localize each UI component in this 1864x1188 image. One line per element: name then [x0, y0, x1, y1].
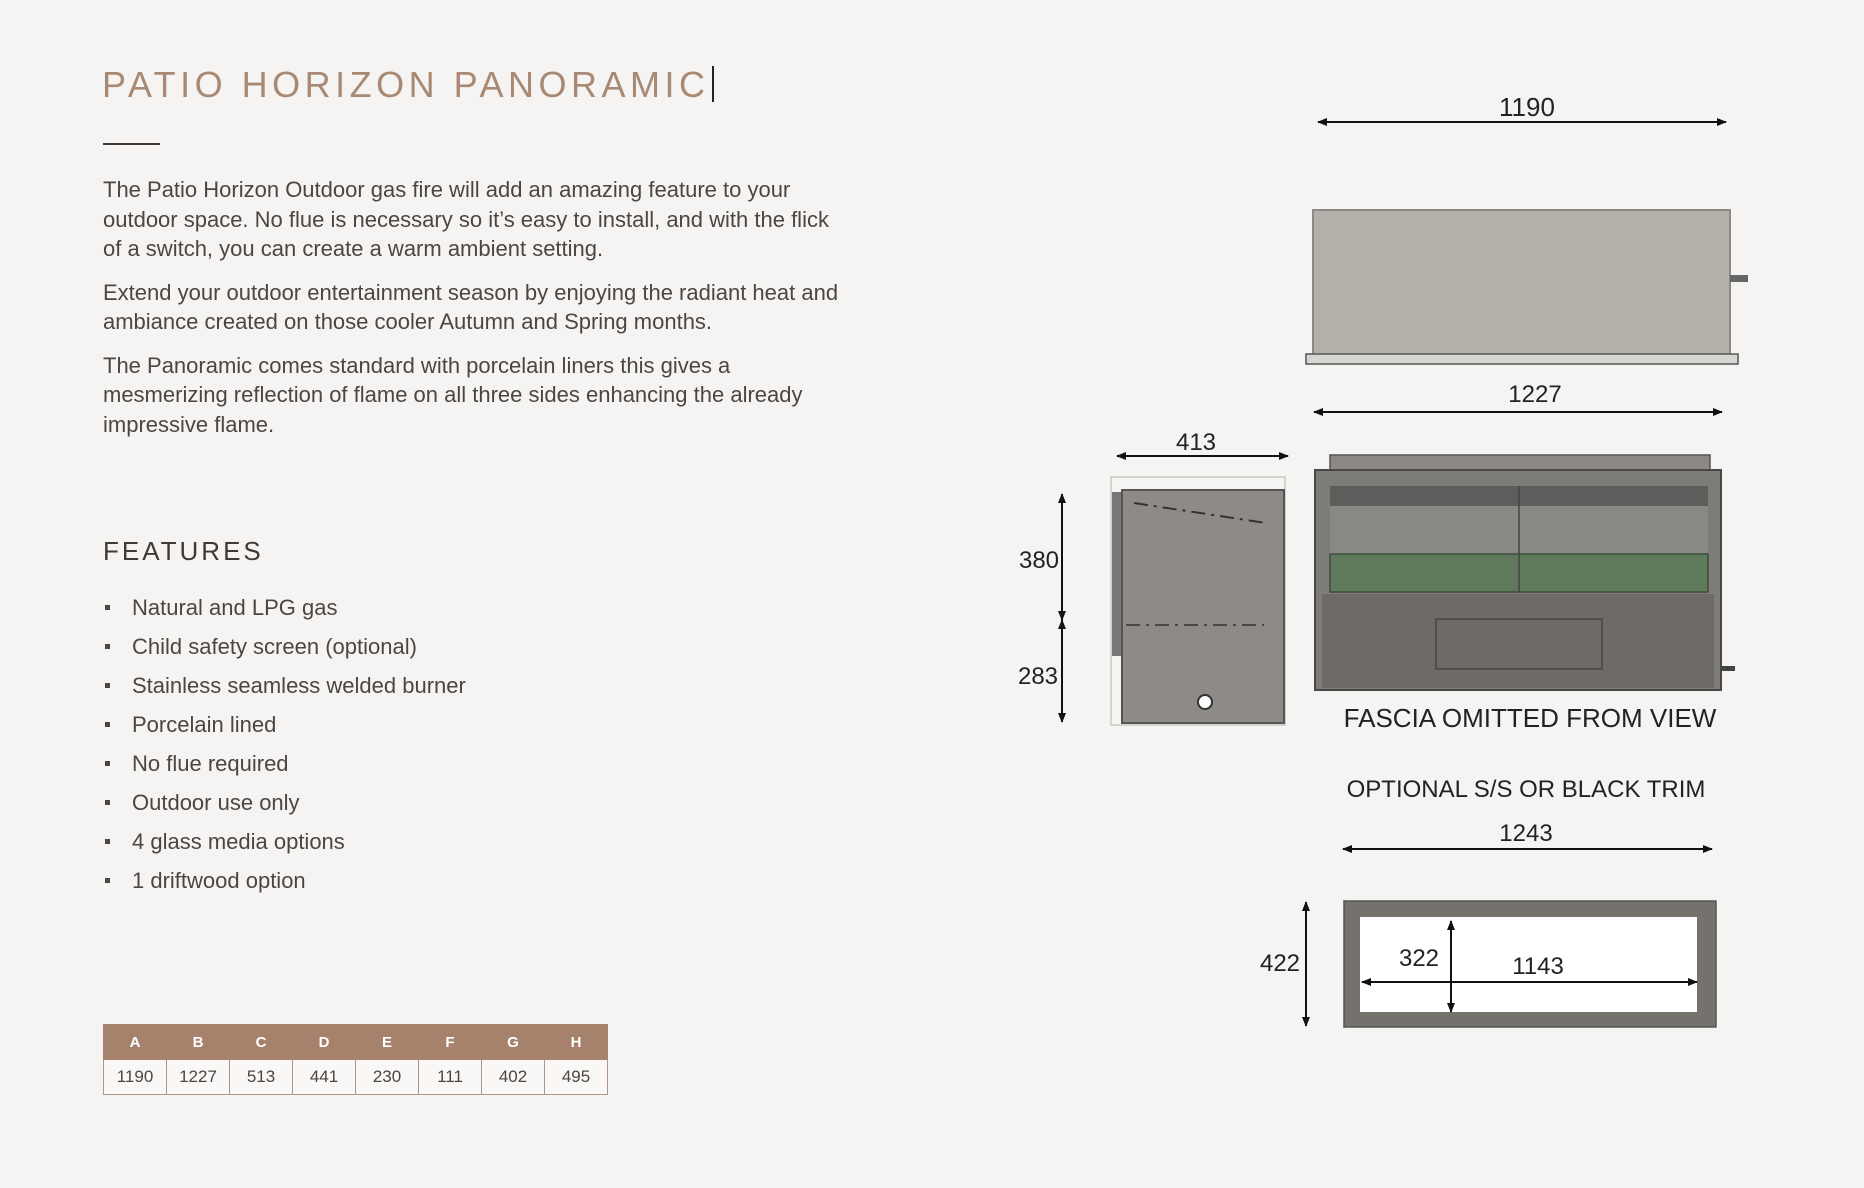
table-cell: 513 [230, 1060, 293, 1095]
trim-heading: OPTIONAL S/S OR BLACK TRIM [1346, 776, 1706, 803]
front-view-drawing [1314, 381, 1735, 733]
feature-label: 1 driftwood option [132, 868, 306, 893]
trim-inner-height-label: 322 [1398, 945, 1440, 972]
table-cell: 402 [482, 1060, 545, 1095]
table-cell: 1227 [167, 1060, 230, 1095]
side-view-depth-label: 413 [1175, 429, 1217, 456]
front-view-valve [1721, 666, 1735, 671]
table-header-cell: F [419, 1025, 482, 1060]
table-cell: 230 [356, 1060, 419, 1095]
intro-paragraph: The Panoramic comes standard with porcelain liners this gives a mesmerizing reflection of flame on all three sides enhancing the already impressive flame. [103, 352, 803, 437]
feature-label: No flue required [132, 751, 289, 776]
page-title-text: PATIO HORIZON PANORAMIC [102, 64, 710, 105]
features-heading: FEATURES [103, 536, 264, 566]
top-view-width-label: 1190 [1499, 92, 1555, 122]
trim-inner-width-label: 1143 [1512, 953, 1564, 980]
trim-outer-height-label: 422 [1259, 950, 1301, 977]
side-view-body [1122, 490, 1284, 723]
table-cell: 1190 [104, 1060, 167, 1095]
feature-label: 4 glass media options [132, 829, 345, 854]
table-header-cell: D [293, 1025, 356, 1060]
side-view-gas-inlet [1198, 695, 1212, 709]
feature-label: Stainless seamless welded burner [132, 673, 466, 698]
table-header-cell: H [545, 1025, 608, 1060]
table-cell: 495 [545, 1060, 608, 1095]
fascia-note: FASCIA OMITTED FROM VIEW [1343, 703, 1717, 733]
feature-label: Porcelain lined [132, 712, 277, 737]
top-view-drawing [1306, 92, 1748, 364]
feature-label: Outdoor use only [132, 790, 300, 815]
front-view-top-lip [1330, 455, 1710, 471]
feature-label: Child safety screen (optional) [132, 634, 417, 659]
table-cell: 111 [419, 1060, 482, 1095]
side-view-upper-height-label: 380 [1018, 547, 1060, 574]
table-header-cell: A [104, 1025, 167, 1060]
side-view-lower-height-label: 283 [1017, 663, 1059, 690]
side-view-drawing [1018, 429, 1288, 725]
table-header-cell: G [482, 1025, 545, 1060]
table-header-cell: B [167, 1025, 230, 1060]
feature-label: Natural and LPG gas [132, 595, 338, 620]
top-view-valve [1730, 275, 1748, 282]
top-view-body [1313, 210, 1730, 356]
intro-paragraph: The Patio Horizon Outdoor gas fire will add an amazing feature to your outdoor space. No flue is necessary so it’s easy to install, and with the flick of a switch, you can create a warm ambient setting. [103, 177, 829, 261]
front-view-lower-panel [1322, 594, 1714, 688]
side-view-front-lip [1112, 492, 1122, 656]
top-view-base [1306, 354, 1738, 364]
intro-paragraph: Extend your outdoor entertainment season by enjoying the radiant heat and ambiance created on those cooler Autumn and Spring months. [103, 279, 839, 334]
trim-outer-width-label: 1243 [1499, 820, 1553, 847]
table-header-cell: C [230, 1025, 293, 1060]
table-header-cell: E [356, 1025, 419, 1060]
table-cell: 441 [293, 1060, 356, 1095]
trim-view-drawing [1260, 776, 1716, 1027]
front-view-width-label: 1227 [1508, 381, 1562, 408]
